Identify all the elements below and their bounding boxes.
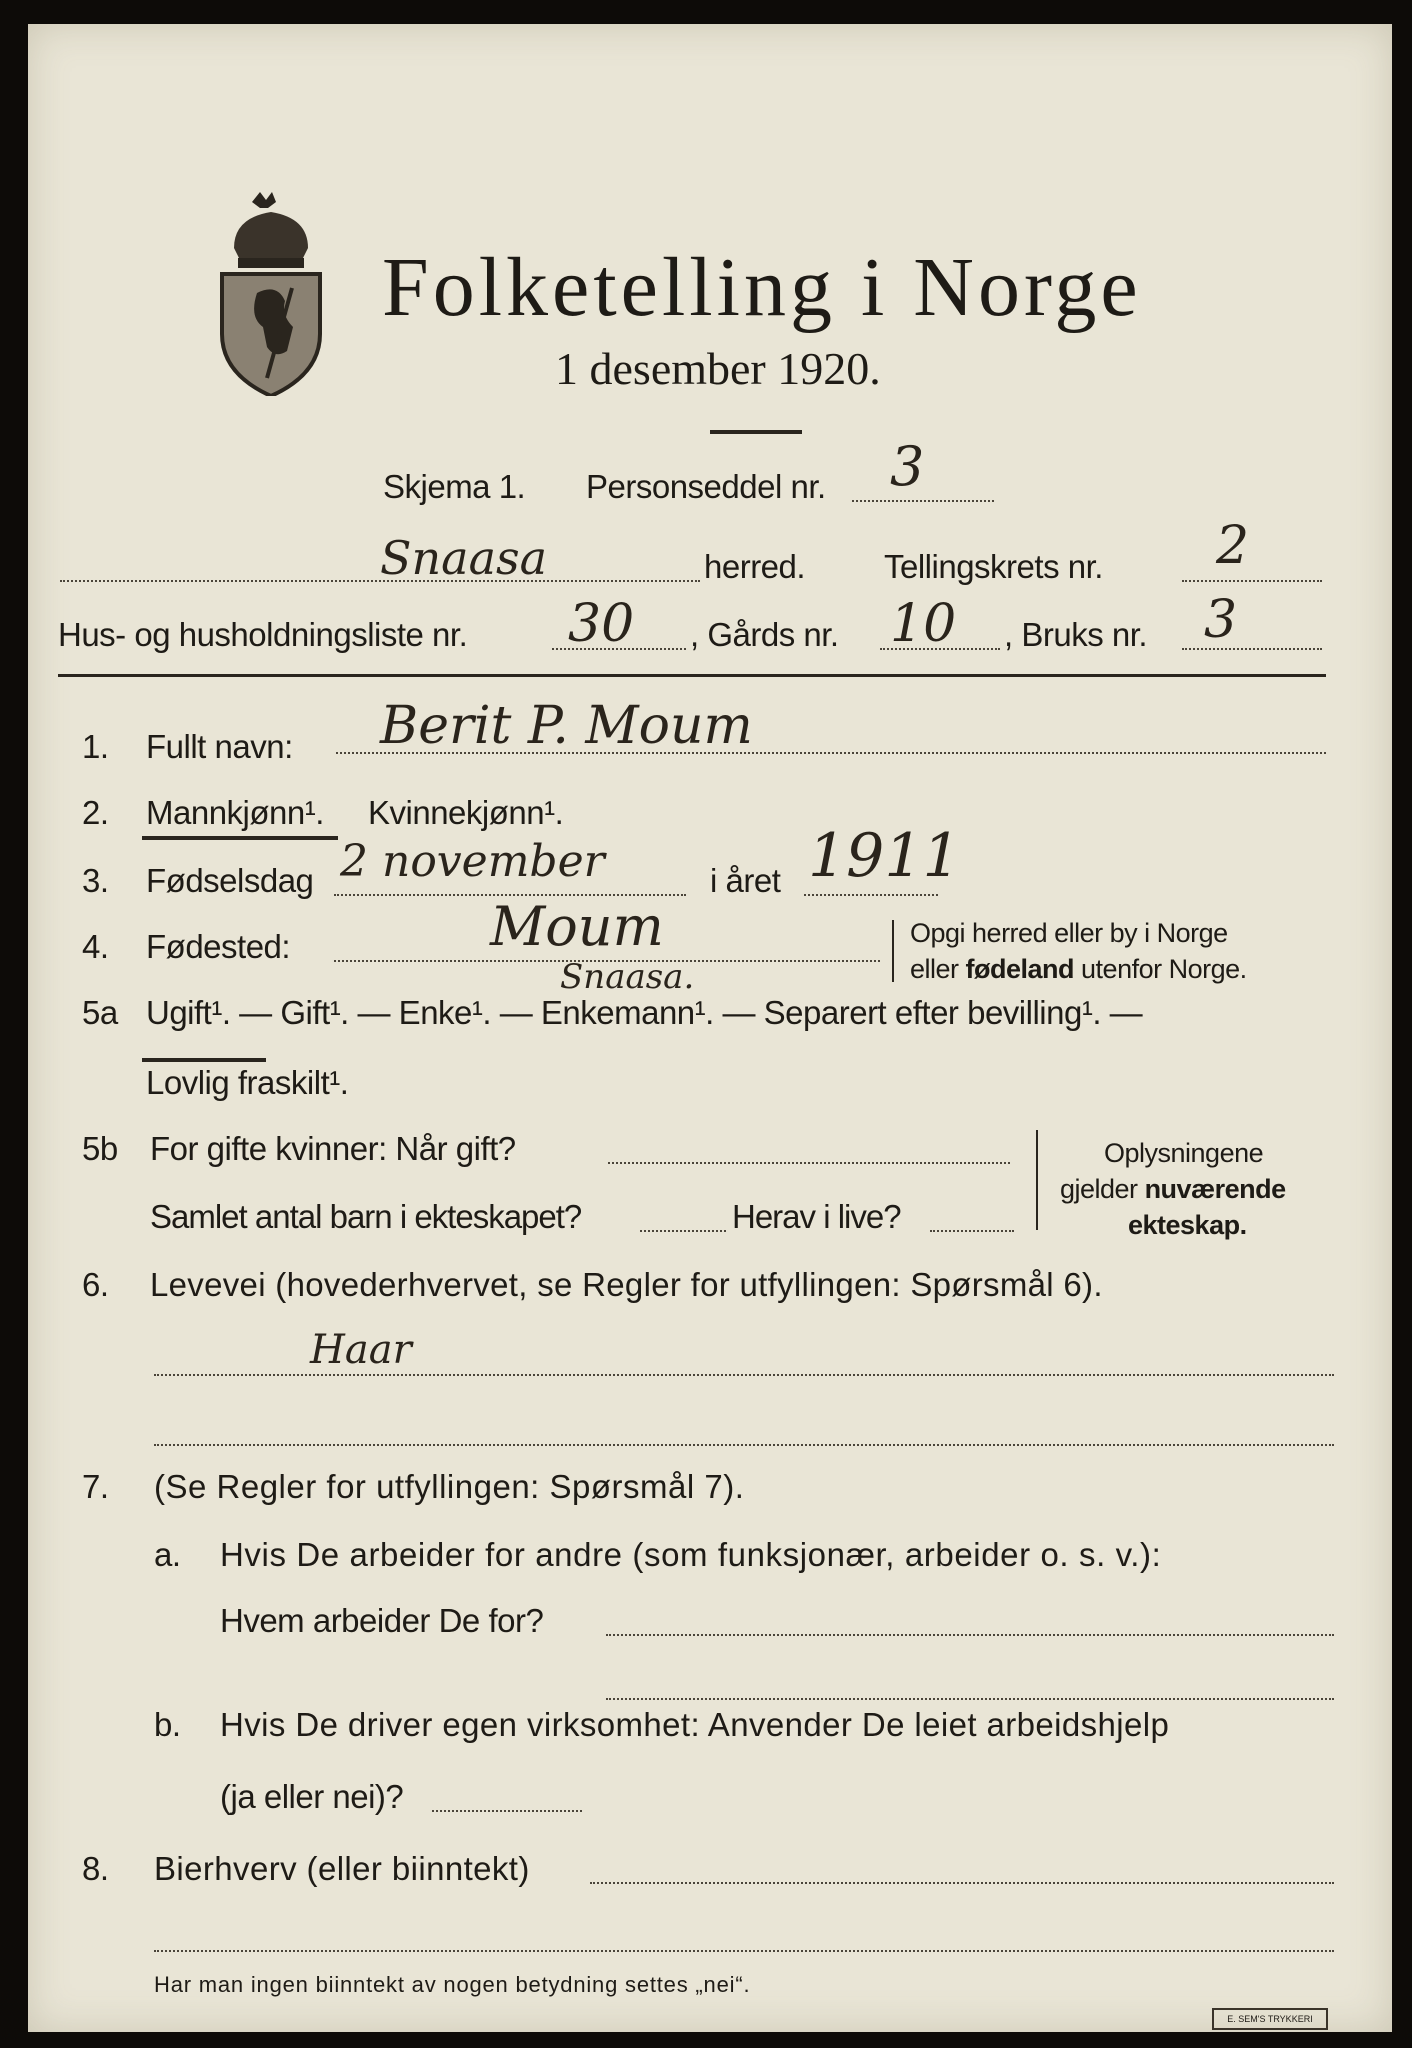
bruks-label: , Bruks nr. (1004, 616, 1148, 653)
personseddel-field[interactable] (852, 500, 994, 502)
q4-note-line2 (910, 956, 1247, 983)
hus-label: Hus- og husholdningsliste nr. (58, 616, 468, 653)
title-divider (710, 430, 802, 434)
occupation-value: Haar (310, 1327, 412, 1373)
q2-number: 2. (82, 794, 109, 831)
birth-year-field[interactable] (804, 894, 938, 896)
printer-mark (1212, 2008, 1328, 2030)
q8-number: 8. (82, 1850, 109, 1887)
marital-status-options (146, 996, 1142, 1029)
printer-mark-text: E. SEM'S TRYKKERI (1227, 2014, 1313, 2024)
herred-value: Snaasa (380, 531, 548, 585)
q1-number: 1. (82, 728, 109, 765)
q4-label: Fødested: (146, 928, 291, 965)
q4-note-brace (892, 920, 894, 982)
skjema-label: Skjema 1. (383, 468, 526, 505)
birth-year-value: 1911 (808, 821, 961, 891)
q7b-text: Hvis De driver egen virksomhet: Anvender De leiet arbeidshjelp (220, 1706, 1170, 1743)
q7-number: 7. (82, 1468, 109, 1505)
herred-label: herred. (704, 548, 806, 585)
q4-note-text: eller (910, 954, 966, 984)
birthplace-value-2: Snaasa. (560, 957, 695, 997)
q7b-letter: b. (154, 1706, 181, 1743)
q7a-question: Hvem arbeider De for? (220, 1602, 544, 1639)
personseddel-label: Personseddel nr. (586, 468, 826, 505)
q6-number: 6. (82, 1266, 109, 1303)
census-date: 1 desember 1920. (555, 343, 881, 394)
tellingskrets-field[interactable] (1182, 580, 1322, 582)
q6-label: Levevei (hovederhvervet, se Regler for utfyllingen: Spørsmål 6). (150, 1266, 1103, 1303)
marriage-date-field[interactable] (608, 1162, 1010, 1164)
living-children-field[interactable] (930, 1230, 1014, 1232)
q7-label: (Se Regler for utfyllingen: Spørsmål 7). (154, 1468, 745, 1505)
unmarried-underline (142, 1058, 266, 1062)
q3-number: 3. (82, 862, 109, 899)
tellingskrets-label: Tellingskrets nr. (884, 548, 1103, 585)
q5b-note-line2 (1060, 1176, 1286, 1203)
q4-note-bold: fødeland (965, 954, 1075, 984)
bruks-value: 3 (1204, 590, 1238, 650)
birthplace-value: Moum (490, 895, 664, 958)
q3-label: Fødselsdag (146, 862, 314, 899)
occupation-field[interactable] (154, 1374, 1334, 1376)
q5b-note-line3 (1128, 1212, 1247, 1239)
personseddel-value: 3 (890, 435, 925, 498)
living-children-label: Herav i live? (732, 1198, 901, 1235)
year-label: i året (710, 862, 781, 899)
female-option[interactable]: Kvinnekjønn¹. (368, 794, 564, 831)
form-title: Folketelling i Norge (382, 241, 1142, 334)
side-income-field[interactable] (590, 1882, 1334, 1884)
q4-number: 4. (82, 928, 109, 965)
q5b-note-bold: nuværende (1144, 1174, 1286, 1204)
other-status-options[interactable]: — Gift¹. — Enke¹. — Enkemann¹. — Separert efter bevilling¹. — (230, 994, 1143, 1031)
coat-of-arms-icon (212, 188, 330, 396)
q7a-letter: a. (154, 1536, 181, 1573)
q5b-label: For gifte kvinner: Når gift? (150, 1130, 516, 1167)
bruks-field[interactable] (1182, 648, 1322, 650)
hus-value: 30 (568, 594, 635, 654)
header-rule (58, 674, 1326, 677)
male-underline (142, 836, 338, 840)
q5b-note-brace (1036, 1130, 1038, 1230)
gards-value: 10 (890, 594, 957, 654)
male-option[interactable]: Mannkjønn¹. (146, 794, 324, 831)
birthday-value: 2 november (340, 836, 605, 887)
footnote: Har man ingen biinntekt av nogen betydning settes „nei“. (154, 1972, 751, 1997)
gards-label: , Gårds nr. (690, 616, 839, 653)
side-income-field-2[interactable] (154, 1950, 1334, 1952)
full-name-value: Berit P. Moum (380, 696, 753, 756)
q5b-number: 5b (82, 1130, 118, 1167)
tellingskrets-value: 2 (1216, 516, 1250, 576)
children-label: Samlet antal barn i ekteskapet? (150, 1198, 582, 1235)
employer-field[interactable] (606, 1634, 1334, 1636)
q4-note-line1: Opgi herred eller by i Norge (910, 918, 1228, 948)
q5b-note-bold: ekteskap. (1128, 1210, 1247, 1240)
q5b-note-text: gjelder (1060, 1174, 1145, 1204)
hired-help-field[interactable] (432, 1810, 582, 1812)
q1-label: Fullt navn: (146, 728, 293, 765)
unmarried-option[interactable]: Ugift¹. (146, 994, 231, 1031)
q5a-number: 5a (82, 994, 118, 1031)
occupation-field-2[interactable] (154, 1444, 1334, 1446)
employer-field-2[interactable] (606, 1698, 1334, 1700)
children-field[interactable] (640, 1230, 726, 1232)
q8-label: Bierhverv (eller biinntekt) (154, 1850, 530, 1887)
divorced-option[interactable]: Lovlig fraskilt¹. (146, 1064, 349, 1101)
q4-note-text: utenfor Norge. (1074, 954, 1247, 984)
q5b-note-line1: Oplysningene (1104, 1138, 1264, 1168)
q7b-question: (ja eller nei)? (220, 1778, 404, 1815)
q7a-text: Hvis De arbeider for andre (som funksjonær, arbeider o. s. v.): (220, 1536, 1162, 1573)
